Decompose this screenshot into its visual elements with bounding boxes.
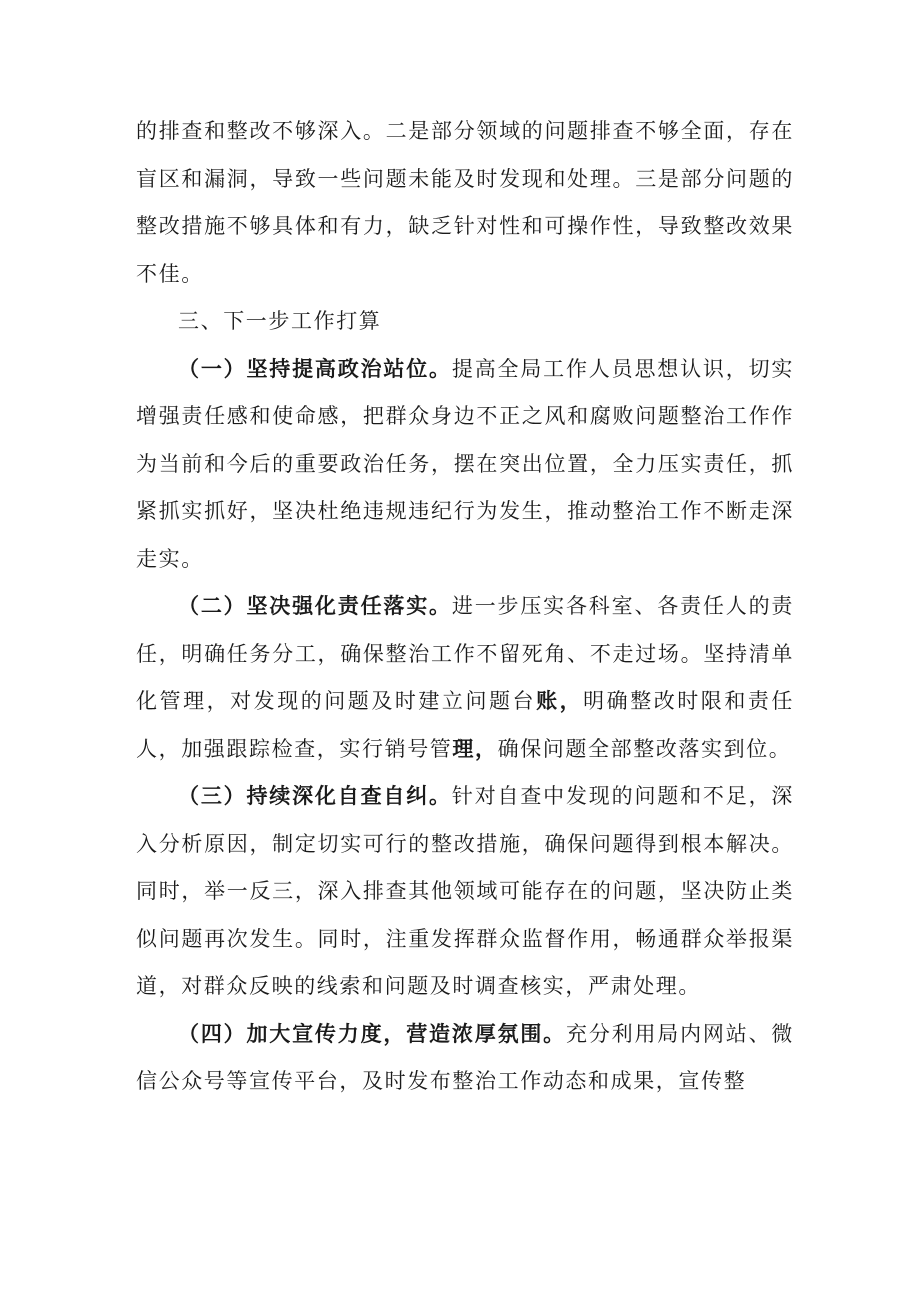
paragraph-text: 的排查和整改不够深入。二是部分领域的问题排查不够全面，存在盲区和漏洞，导致一些问题未能及时发现和处理。三是部分问题的整改措施不够具体和有力，缺乏针对性和可操作性，导致整改效果不佳。 — [136, 119, 794, 286]
item-paragraph-3 — [136, 773, 794, 1011]
section-heading — [136, 298, 794, 346]
item-body-1: 提高全局工作人员思想认识，切实增强责任感和使命感，把群众身边不正之风和腐败问题整治工作作为当前和今后的重要政治任务，摆在突出位置，全力压实责任，抓紧抓实抓好，坚决杜绝违规违纪行为发生，推动整治工作不断走深走实。 — [136, 356, 794, 571]
item-paragraph-2 — [136, 583, 794, 773]
item-body-3: 针对自查中发现的问题和不足，深入分析原因，制定切实可行的整改措施，确保问题得到根本解决。同时，举一反三，深入排查其他领域可能存在的问题，坚决防止类似问题再次发生。同时，注重发挥群众监督作用，畅通群众举报渠道，对群众反映的线索和问题及时调查核实，严肃处理。 — [136, 784, 794, 998]
item-body-2c: 明确整改时限和责任人，加强跟踪检查，实行销号管 — [136, 689, 795, 761]
item-title-2: （二）坚决强化责任落实。 — [178, 594, 452, 618]
item-body-2a: 进一步压实各科室、各责任人的责任，明确任务分工，确保整治工作不留死角、不走过场。坚持清单化管理，对发现的问题及时建立问题台 — [136, 594, 794, 713]
item-body-2e: 确保问题全部整改落实到位。 — [497, 736, 792, 761]
section-heading-text: 三、下一步工作打算 — [178, 309, 382, 333]
document-body — [136, 108, 794, 1106]
item-title-1: （一）坚持提高政治站位。 — [178, 356, 452, 381]
item-title-4: （四）加大宣传力度，营造浓厚氛围。 — [178, 1021, 566, 1046]
item-title-3: （三）持续深化自查自纠。 — [178, 784, 452, 808]
item-paragraph-1 — [136, 346, 794, 584]
item-paragraph-4 — [136, 1011, 794, 1106]
paragraph-continuation — [136, 108, 794, 298]
item-body-2d: 理， — [452, 736, 498, 761]
item-body-4: 充分利用局内网站、微信公众号等宣传平台，及时发布整治工作动态和成果，宣传整 — [136, 1021, 795, 1093]
item-body-2b: 账， — [536, 689, 584, 713]
